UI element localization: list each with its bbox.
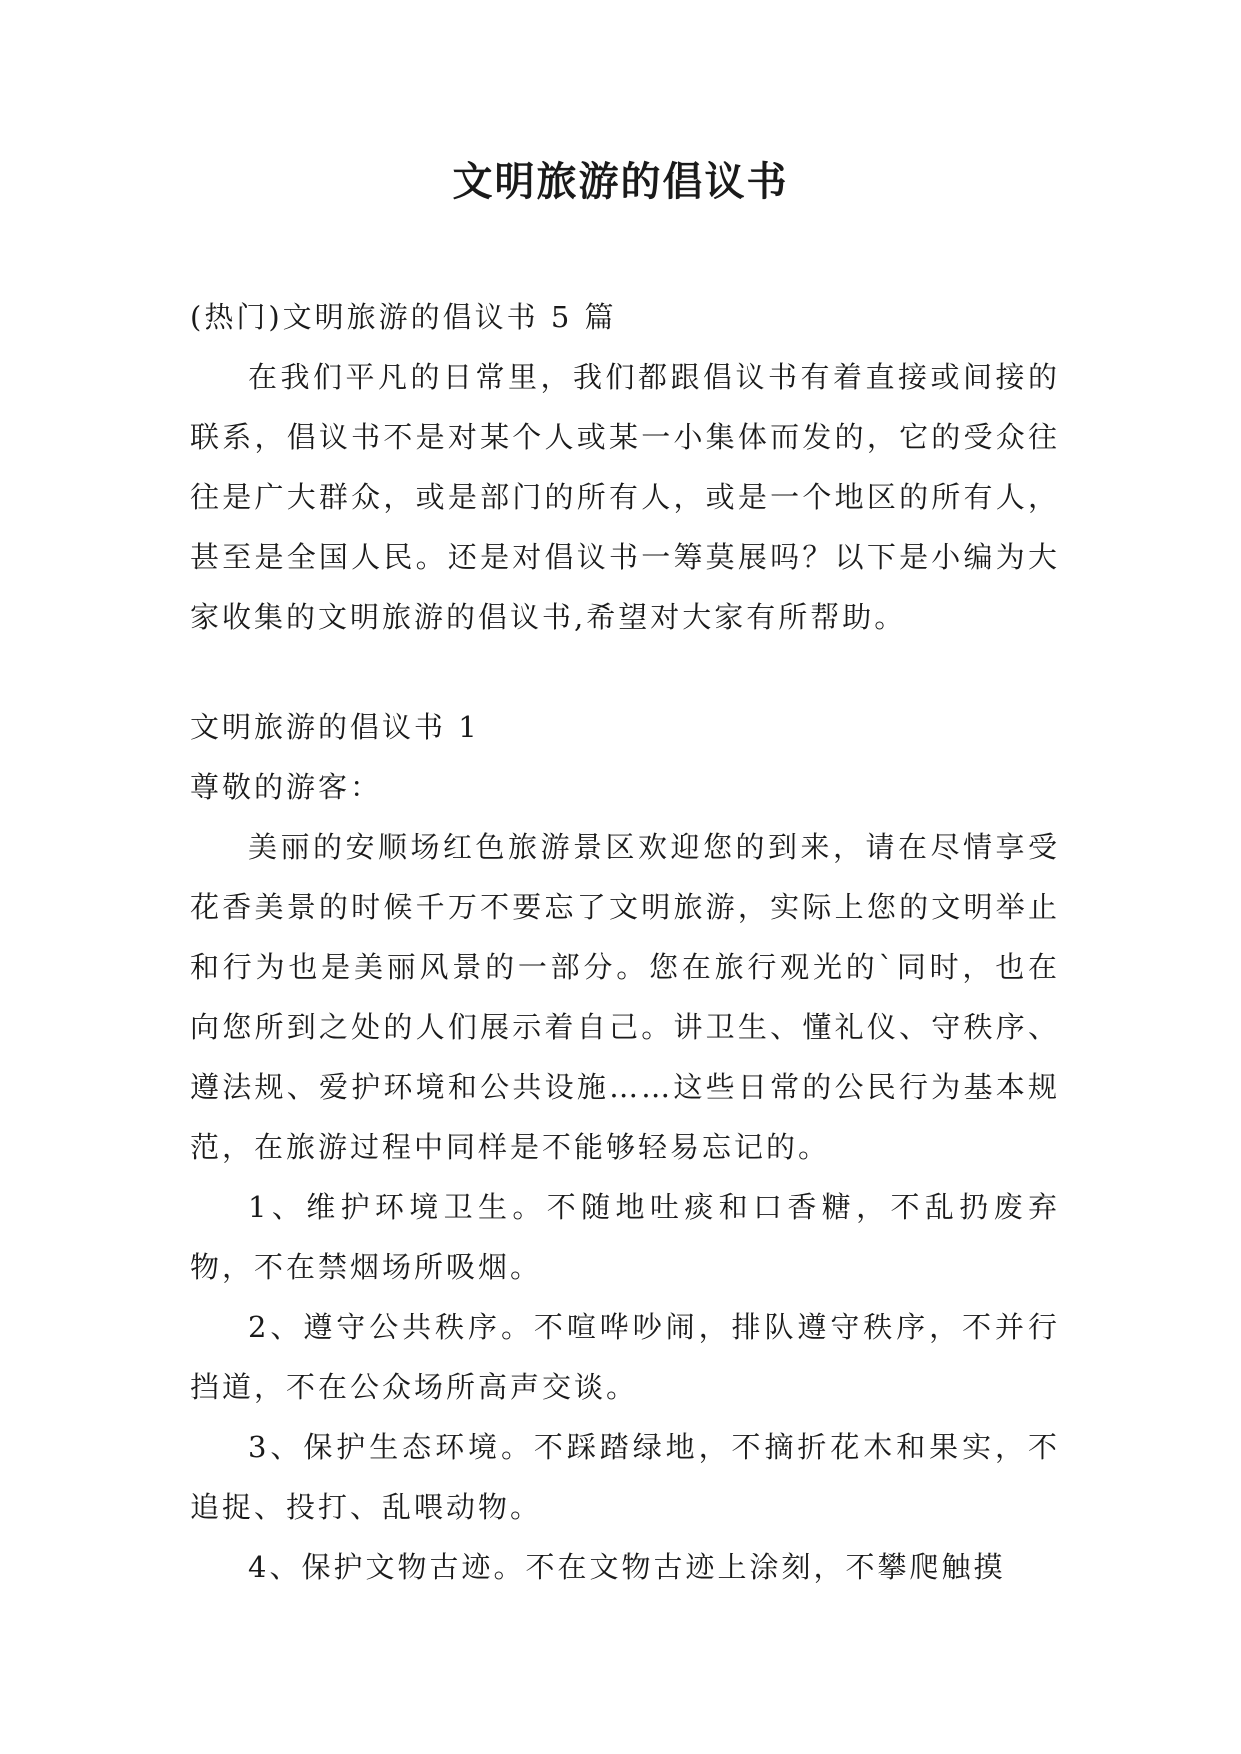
rule-item-1: 1、维护环境卫生。不随地吐痰和口香糖，不乱扔废弃物，不在禁烟场所吸烟。 xyxy=(190,1190,1060,1284)
document-body xyxy=(190,287,1060,1597)
salutation: 尊敬的游客： xyxy=(190,770,383,804)
rule-item-4: 4、保护文物古迹。不在文物古迹上涂刻，不攀爬触摸 xyxy=(248,1550,1006,1584)
document-subtitle: (热门)文明旅游的倡议书 5 篇 xyxy=(190,300,617,334)
document-title: 文明旅游的倡议书 xyxy=(452,159,789,205)
section-heading: 文明旅游的倡议书 1 xyxy=(190,710,480,744)
rule-item-2: 2、遵守公共秩序。不喧哗吵闹，排队遵守秩序，不并行挡道，不在公众场所高声交谈。 xyxy=(190,1310,1060,1404)
intro-paragraph: 在我们平凡的日常里，我们都跟倡议书有着直接或间接的联系，倡议书不是对某个人或某一小集体而发的，它的受众往往是广大群众，或是部门的所有人，或是一个地区的所有人，甚至是全国人民。还是对倡议书一筹莫展吗？以下是小编为大家收集的文明旅游的倡议书,希望对大家有所帮助。 xyxy=(190,360,1060,634)
section-gap xyxy=(190,647,1060,697)
body-paragraph: 美丽的安顺场红色旅游景区欢迎您的到来，请在尽情享受花香美景的时候千万不要忘了文明旅游，实际上您的文明举止和行为也是美丽风景的一部分。您在旅行观光的`同时，也在向您所到之处的人们展示着自己。讲卫生、懂礼仪、守秩序、遵法规、爱护环境和公共设施……这些日常的公民行为基本规范，在旅游过程中同样是不能够轻易忘记的。 xyxy=(190,830,1060,1164)
rule-item-3: 3、保护生态环境。不踩踏绿地，不摘折花木和果实，不追捉、投打、乱喂动物。 xyxy=(190,1430,1060,1524)
